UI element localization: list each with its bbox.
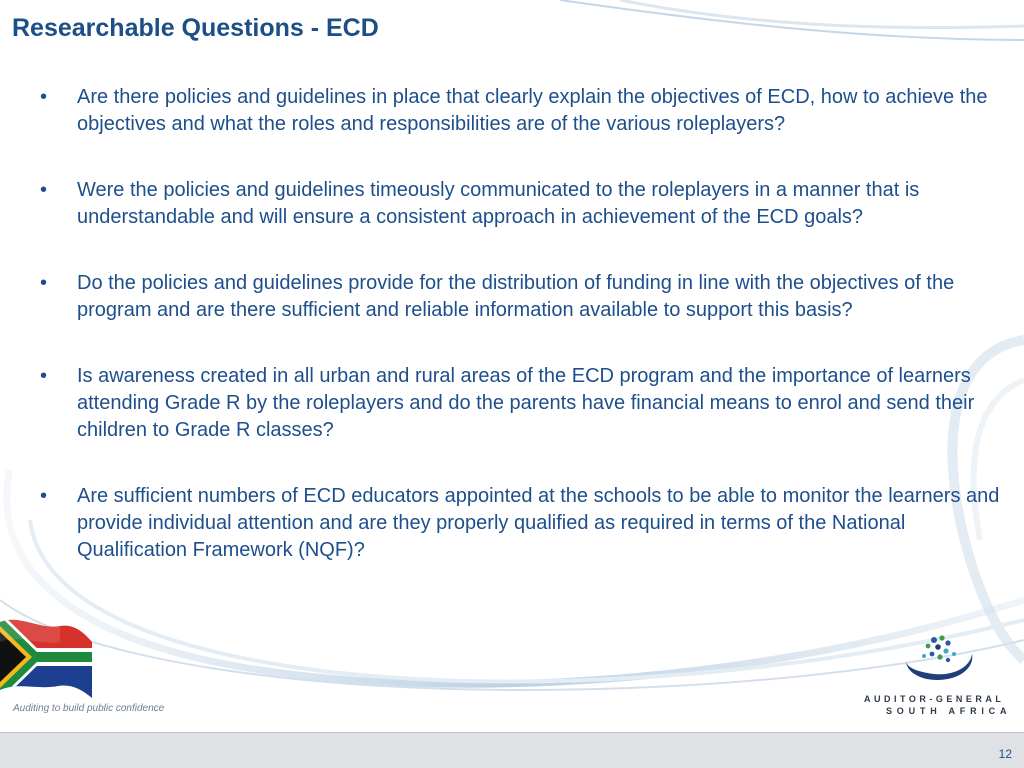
bullet-item [40, 177, 1015, 231]
slide-title: Researchable Questions - ECD [12, 14, 379, 42]
bullet-dot: • [40, 485, 48, 507]
bullet-text: Is awareness created in all urban and rural areas of the ECD program and the importance of learners attending Grade R by the roleplayers and do the parents have financial means to enrol and send their children to Grade R classes? [77, 365, 975, 441]
bullet-text: Were the policies and guidelines timeously communicated to the roleplayers in a manner that is understandable and will ensure a consistent approach in achievement of the ECD goals? [77, 179, 920, 228]
bullet-list [40, 84, 1015, 603]
bullet-item [40, 84, 1015, 138]
bullet-dot: • [40, 86, 48, 108]
bullet-text: Are sufficient numbers of ECD educators appointed at the schools to be able to monitor the learners and provide individual attention and are they properly qualified as required in terms of the National Qualification Framework (NQF)? [77, 485, 1000, 561]
footer-bar [0, 732, 1024, 768]
logo-text-line2: SOUTH AFRICA [886, 706, 1012, 716]
south-africa-flag-icon [0, 612, 95, 702]
auditor-general-logo-icon [900, 632, 980, 684]
page-number: 12 [998, 747, 1012, 761]
bullet-text: Are there policies and guidelines in place that clearly explain the objectives of ECD, how to achieve the objectives and what the roles and responsibilities are of the various roleplayers? [77, 86, 988, 135]
bullet-item [40, 270, 1015, 324]
logo-text-line1: AUDITOR-GENERAL [864, 694, 1005, 704]
bullet-item [40, 363, 1015, 444]
bullet-text: Do the policies and guidelines provide for the distribution of funding in line with the objectives of the program and are there sufficient and reliable information available to support this basis? [77, 272, 955, 321]
bullet-dot: • [40, 179, 48, 201]
bullet-dot: • [40, 272, 48, 294]
bullet-dot: • [40, 365, 48, 387]
bullet-item [40, 483, 1015, 564]
tagline: Auditing to build public confidence [13, 703, 165, 714]
